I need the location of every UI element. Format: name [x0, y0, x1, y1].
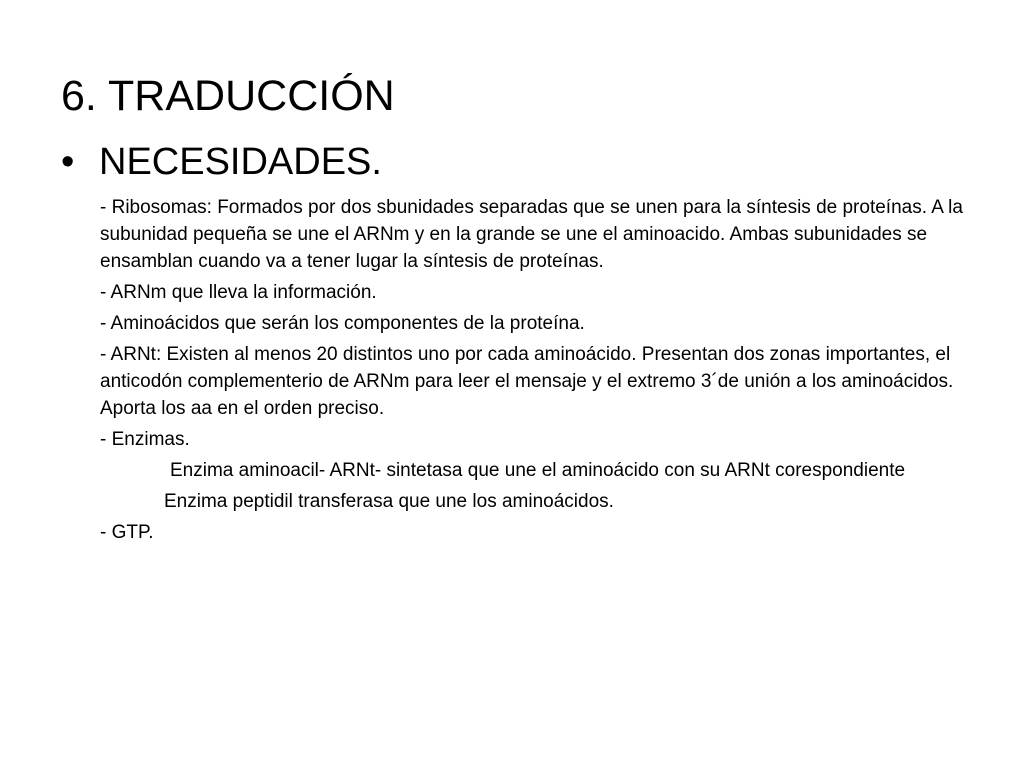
paragraph-gtp: - GTP. — [100, 522, 154, 543]
paragraph-arnm: - ARNm que lleva la información. — [100, 282, 377, 303]
bullet-marker: • — [61, 141, 75, 183]
paragraph-ribosomas: - Ribosomas: Formados por dos sbunidades separadas que se unen para la síntesis de proteínas. A la subunidad pequeña se une el ARNm y en la grande se une el aminoacido. Ambas subunidades se ensamblan cuando va a tener lugar la síntesis de proteínas. — [100, 197, 963, 272]
paragraph-aminoacidos: - Aminoácidos que serán los componentes de la proteína. — [100, 313, 585, 334]
body-text — [100, 194, 980, 550]
paragraph-enzimas: - Enzimas. — [100, 429, 190, 450]
enzyme-item-sintetasa: Enzima aminoacil- ARNt- sintetasa que une el aminoácido con su ARNt corespondiente — [170, 460, 906, 481]
bullet-item — [61, 139, 382, 185]
bullet-text: NECESIDADES. — [99, 141, 382, 183]
enzyme-item-transferasa: Enzima peptidil transferasa que une los aminoácidos. — [164, 491, 614, 512]
slide-title: 6. TRADUCCIÓN — [61, 72, 395, 120]
paragraph-arnt: - ARNt: Existen al menos 20 distintos uno por cada aminoácido. Presentan dos zonas importantes, el anticodón complementerio de ARNm para leer el mensaje y el extremo 3´de unión a los aminoácidos. Aporta los aa en el orden preciso. — [100, 344, 954, 419]
